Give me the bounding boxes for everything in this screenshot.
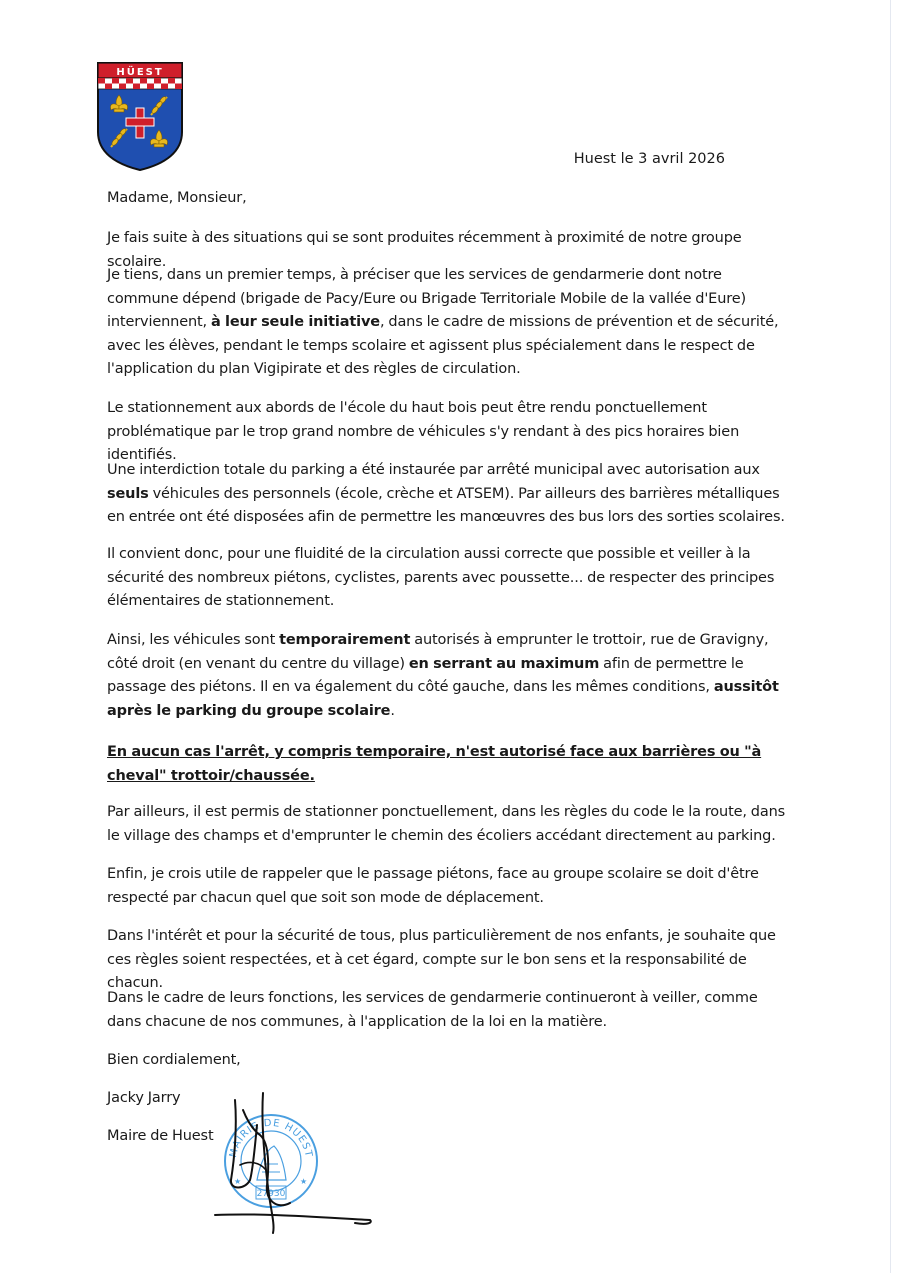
svg-text:27930: 27930 xyxy=(256,1189,286,1199)
page-edge-line xyxy=(890,0,891,1273)
paragraph-intro: Je fais suite à des situations qui se sont produites récemment à proximité de notre groupe scolaire. xyxy=(107,230,742,270)
paragraph-safety: Dans l'intérêt et pour la sécurité de tous, plus particulièrement de nos enfants, je souhaite que ces règles soient respectées, et à cet égard, compte sur le bon sens et la responsabilité de chacun. xyxy=(107,928,776,991)
handwritten-signature xyxy=(205,1085,380,1235)
svg-text:★: ★ xyxy=(234,1177,242,1186)
signer-name: Jacky Jarry xyxy=(107,1090,181,1106)
svg-text:HÜEST: HÜEST xyxy=(116,67,164,78)
paragraph-principles: Il convient donc, pour une fluidité de la circulation aussi correcte que possible et veiller à la sécurité des nombreux piétons, cyclistes, parents avec poussette... de respecter des principes élémentaires de stationnement. xyxy=(107,546,775,609)
paragraph-crosswalk: Enfin, je crois utile de rappeler que le passage piétons, face au groupe scolaire se doit d'être respecté par chacun quel que soit son mode de déplacement. xyxy=(107,866,759,906)
svg-text:★: ★ xyxy=(300,1177,308,1186)
closing: Bien cordialement, xyxy=(107,1052,241,1068)
coat-of-arms-logo xyxy=(95,60,185,172)
paragraph-warning: En aucun cas l'arrêt, y compris temporaire, n'est autorisé face aux barrières ou "à cheval" trottoir/chaussée. xyxy=(107,744,762,784)
paragraph-parking-ban: Une interdiction totale du parking a été instaurée par arrêté municipal avec autorisation aux seuls véhicules des personnels (école, crèche et ATSEM). Par ailleurs des barrières métalliques en entrée ont été disposées afin de permettre les manœuvres des bus lors des sorties scolaires. xyxy=(107,462,785,525)
signer-title: Maire de Huest xyxy=(107,1128,214,1144)
paragraph-village-parking: Par ailleurs, il est permis de stationner ponctuellement, dans les règles du code le la route, dans le village des champs et d'emprunter le chemin des écoliers accédant directement au parking. xyxy=(107,804,786,844)
paragraph-gendarmerie: Je tiens, dans un premier temps, à préciser que les services de gendarmerie dont notre commune dépend (brigade de Pacy/Eure ou Brigade Territoriale Mobile de la vallée d'Eure) interviennent, à leur seule initiative, dans le cadre de missions de prévention et de sécurité, avec les élèves, pendant le temps scolaire et agissent plus spécialement dans le respect de l'application du plan Vigipirate et des règles de circulation. xyxy=(107,267,779,377)
svg-text:MAIRIE DE HUEST: MAIRIE DE HUEST xyxy=(228,1117,314,1159)
paragraph-sidewalk: Ainsi, les véhicules sont temporairement autorisés à emprunter le trottoir, rue de Gravigny, côté droit (en venant du centre du village) en serrant au maximum afin de permettre le passage des piétons. Il en va également du côté gauche, dans les mêmes conditions, aussitôt après le parking du groupe scolaire. xyxy=(107,632,779,719)
paragraph-enforcement: Dans le cadre de leurs fonctions, les services de gendarmerie continueront à veiller, comme dans chacune de nos communes, à l'application de la loi en la matière. xyxy=(107,990,758,1030)
letter-date: Huest le 3 avril 2026 xyxy=(573,151,725,167)
crest-checker-band xyxy=(98,78,182,89)
salutation: Madame, Monsieur, xyxy=(107,190,247,206)
paragraph-parking-issue: Le stationnement aux abords de l'école du haut bois peut être rendu ponctuellement problématique par le trop grand nombre de véhicules s'y rendant à des pics horaires bien identifiés. xyxy=(107,400,740,463)
